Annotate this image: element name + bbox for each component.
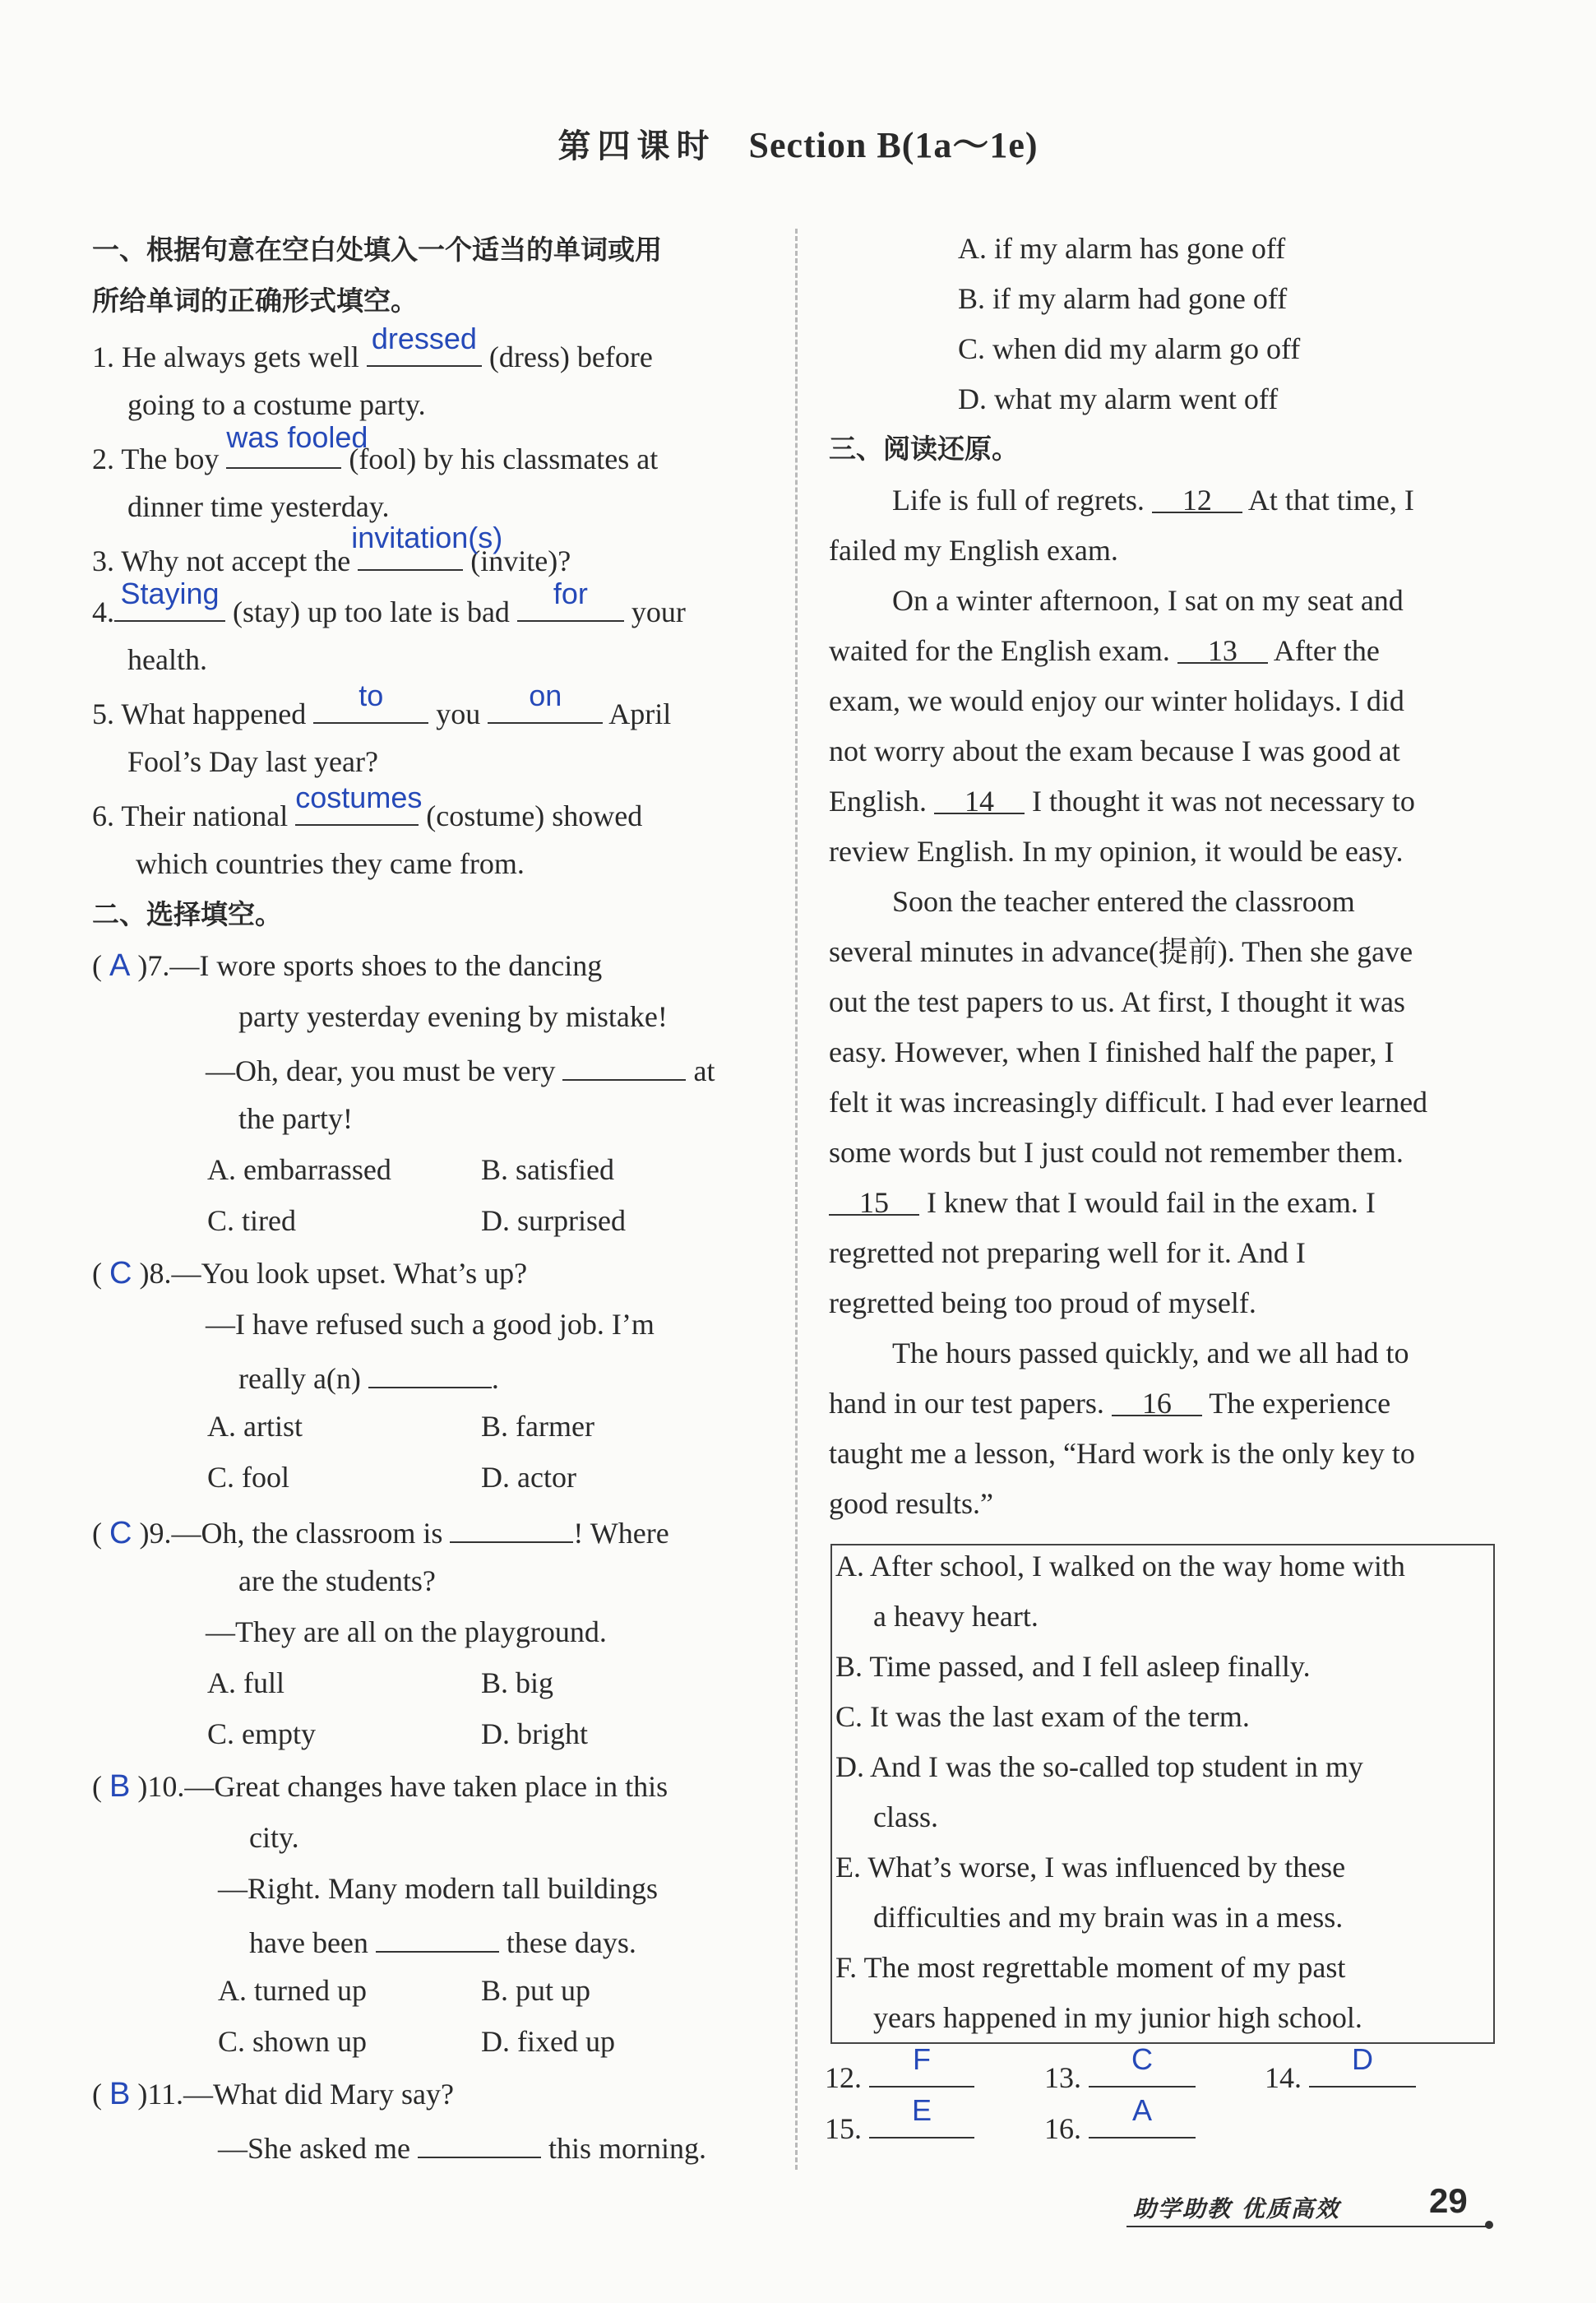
answer-12: 12. F	[825, 2056, 974, 2096]
option-a: A. After school, I walked on the way home with	[835, 1550, 1405, 1582]
q7-blank[interactable]	[562, 1050, 686, 1081]
answer-blank-12[interactable]: F	[869, 2056, 974, 2088]
q7-line: ( A )7.—I wore sports shoes to the dancing	[92, 948, 603, 983]
footer-dot	[1485, 2221, 1493, 2229]
option-e: E. What’s worse, I was influenced by these	[835, 1851, 1346, 1884]
passage-line: taught me a lesson, “Hard work is the only key to	[829, 1437, 1415, 1470]
option-c: C. It was the last exam of the term.	[835, 1700, 1250, 1733]
option-b: B. Time passed, and I fell asleep finally.	[835, 1650, 1311, 1683]
q5-line-2: Fool’s Day last year?	[127, 745, 378, 778]
passage-line: out the test papers to us. At first, I thought it was	[829, 985, 1405, 1018]
section-label: Section B(1a～1e)	[748, 125, 1039, 165]
passage-line: not worry about the exam because I was good at	[829, 734, 1400, 767]
q11-line-2: —She asked me this morning.	[218, 2127, 706, 2166]
option-e-cont: difficulties and my brain was in a mess.	[873, 1901, 1344, 1934]
answer-14: 14. D	[1265, 2056, 1416, 2096]
q10-option-a: A. turned up	[218, 1974, 367, 2007]
q3-answer: invitation(s)	[351, 521, 503, 554]
q1-answer: dressed	[371, 322, 477, 355]
q6-answer: costumes	[295, 781, 423, 814]
q11-option-b: B. if my alarm had gone off	[958, 282, 1288, 315]
q8-option-b: B. farmer	[481, 1410, 594, 1443]
q9-answer: C	[109, 1516, 132, 1550]
passage-line: The hours passed quickly, and we all had to	[892, 1337, 1409, 1369]
q5-blank-1[interactable]	[313, 679, 428, 724]
part1-heading-2: 所给单词的正确形式填空。	[92, 285, 418, 317]
footer-rule	[1126, 2226, 1488, 2227]
q9-line-3: —They are all on the playground.	[206, 1615, 607, 1648]
q7-line-2: party yesterday evening by mistake!	[238, 1000, 668, 1033]
q8-answer: C	[109, 1256, 132, 1291]
q8-option-a: A. artist	[207, 1410, 303, 1443]
passage-line: waited for the English exam. 13 After the	[829, 634, 1380, 667]
answer-13: 13. C	[1044, 2056, 1196, 2096]
q11-option-c: C. when did my alarm go off	[958, 332, 1301, 365]
q11-line: ( B )11.—What did Mary say?	[92, 2077, 454, 2111]
q7-option-d: D. surprised	[481, 1204, 626, 1237]
passage-line: hand in our test papers. 16 The experience	[829, 1387, 1391, 1420]
q3-blank[interactable]	[351, 521, 503, 571]
passage-line: exam, we would enjoy our winter holidays. I did	[829, 684, 1404, 717]
q4-blank-1[interactable]	[114, 577, 225, 622]
passage-blank-14[interactable]: 14	[934, 783, 1025, 814]
column-divider	[795, 229, 798, 2170]
passage-line: review English. In my opinion, it would be easy.	[829, 835, 1404, 868]
passage-line: several minutes in advance(提前). Then she gave	[829, 935, 1413, 968]
q11-blank[interactable]	[418, 2127, 541, 2158]
passage-line: On a winter afternoon, I sat on my seat and	[892, 584, 1404, 617]
passage-line: 15 I knew that I would fail in the exam. I	[829, 1184, 1376, 1221]
q8-option-d: D. actor	[481, 1461, 576, 1494]
lesson-label: 第四课时	[557, 127, 716, 165]
q8-line-2: —I have refused such a good job. I’m	[206, 1308, 655, 1341]
q5-blank-2[interactable]	[488, 679, 603, 724]
q7-answer: A	[109, 948, 131, 983]
passage-line: easy. However, when I finished half the paper, I	[829, 1036, 1395, 1068]
answer-15: 15. E	[825, 2107, 974, 2147]
q6-line-2: which countries they came from.	[136, 847, 525, 880]
passage-line: regretted not preparing well for it. And I	[829, 1236, 1306, 1269]
answer-blank-14[interactable]: D	[1309, 2056, 1416, 2088]
passage-blank-12[interactable]: 12	[1152, 482, 1242, 513]
q10-line-3: —Right. Many modern tall buildings	[218, 1872, 658, 1905]
q10-answer: B	[109, 1769, 131, 1804]
q9-option-b: B. big	[481, 1666, 554, 1699]
q8-line-3: really a(n) .	[238, 1357, 499, 1397]
q4-blank-2[interactable]	[517, 577, 624, 622]
passage-line: regretted being too proud of myself.	[829, 1286, 1256, 1319]
passage-blank-16[interactable]: 16	[1112, 1385, 1202, 1416]
q6-blank[interactable]	[295, 781, 423, 826]
answer-blank-16[interactable]: A	[1089, 2107, 1196, 2138]
q7-option-c: C. tired	[207, 1204, 296, 1237]
q3-line: 3. Why not accept the invitation(s) (invite)?	[92, 521, 571, 577]
q9-option-d: D. bright	[481, 1717, 588, 1750]
option-f: F. The most regrettable moment of my past	[835, 1951, 1346, 1984]
q7-option-b: B. satisfied	[481, 1153, 614, 1186]
part2-heading: 二、选择填空。	[92, 898, 282, 930]
page-title	[0, 115, 1596, 168]
q10-option-c: C. shown up	[218, 2025, 368, 2058]
q4-answer-1: Staying	[120, 577, 220, 610]
passage-line: failed my English exam.	[829, 534, 1118, 567]
q4-line: 4. Staying (stay) up too late is bad for your	[92, 577, 686, 628]
q9-line: ( C )9.—Oh, the classroom is ! Where	[92, 1512, 669, 1551]
q8-option-c: C. fool	[207, 1461, 290, 1494]
q2-blank[interactable]	[226, 420, 368, 469]
answer-blank-13[interactable]: C	[1089, 2056, 1196, 2088]
passage-line: good results.”	[829, 1487, 993, 1520]
q7-option-a: A. embarrassed	[207, 1153, 391, 1186]
q9-line-2: are the students?	[238, 1564, 436, 1597]
q11-answer: B	[109, 2077, 131, 2111]
q11-option-d: D. what my alarm went off	[958, 382, 1279, 415]
q9-blank[interactable]	[450, 1512, 573, 1543]
q5-line: 5. What happened to you on April	[92, 679, 672, 730]
passage-blank-13[interactable]: 13	[1177, 633, 1268, 664]
q10-blank[interactable]	[376, 1921, 499, 1953]
q5-answer-2: on	[529, 679, 562, 712]
q4-line-2: health.	[127, 643, 207, 676]
passage-line: felt it was increasingly difficult. I had ever learned	[829, 1086, 1428, 1119]
option-a-cont: a heavy heart.	[873, 1600, 1039, 1633]
passage-line: some words but I just could not remember them.	[829, 1136, 1404, 1169]
passage-line: English. 14 I thought it was not necessary to	[829, 785, 1415, 818]
q10-option-d: D. fixed up	[481, 2025, 615, 2058]
q7-line-4: the party!	[238, 1102, 353, 1135]
passage-line: Life is full of regrets. 12 At that time, I	[892, 484, 1414, 517]
q4-answer-2: for	[553, 577, 588, 610]
q10-line-2: city.	[249, 1821, 299, 1854]
q8-line: ( C )8.—You look upset. What’s up?	[92, 1256, 528, 1291]
page-number: 29	[1429, 2181, 1468, 2220]
q1-line: 1. He always gets well dressed (dress) before	[92, 322, 653, 373]
q2-line-2: dinner time yesterday.	[127, 490, 390, 523]
answer-blank-15[interactable]: E	[869, 2107, 974, 2138]
passage-blank-15[interactable]: 15	[829, 1184, 919, 1216]
q2-answer: was fooled	[226, 420, 368, 454]
option-d: D. And I was the so-called top student in my	[835, 1750, 1363, 1783]
q9-option-a: A. full	[207, 1666, 285, 1699]
q10-option-b: B. put up	[481, 1974, 591, 2007]
q8-blank[interactable]	[368, 1357, 492, 1388]
q1-line-2: going to a costume party.	[127, 388, 426, 421]
q7-line-3: —Oh, dear, you must be very at	[206, 1050, 715, 1089]
part1-heading: 一、根据句意在空白处填入一个适当的单词或用	[92, 234, 662, 266]
passage-line: Soon the teacher entered the classroom	[892, 885, 1355, 918]
part3-heading: 三、阅读还原。	[829, 433, 1019, 465]
q10-line: ( B )10.—Great changes have taken place in this	[92, 1769, 668, 1804]
q6-line: 6. Their national costumes (costume) showed	[92, 781, 643, 832]
answer-16: 16. A	[1044, 2107, 1196, 2147]
q1-blank[interactable]	[367, 322, 482, 367]
q2-line: 2. The boy was fooled (fool) by his classmates at	[92, 420, 659, 475]
q10-line-4: have been these days.	[249, 1921, 636, 1961]
q9-option-c: C. empty	[207, 1717, 316, 1750]
footer-slogan: 助学助教 优质高效	[1133, 2195, 1340, 2222]
option-d-cont: class.	[873, 1800, 938, 1833]
q11-option-a: A. if my alarm has gone off	[958, 232, 1286, 265]
option-f-cont: years happened in my junior high school.	[873, 2001, 1362, 2034]
q5-answer-1: to	[359, 679, 384, 712]
